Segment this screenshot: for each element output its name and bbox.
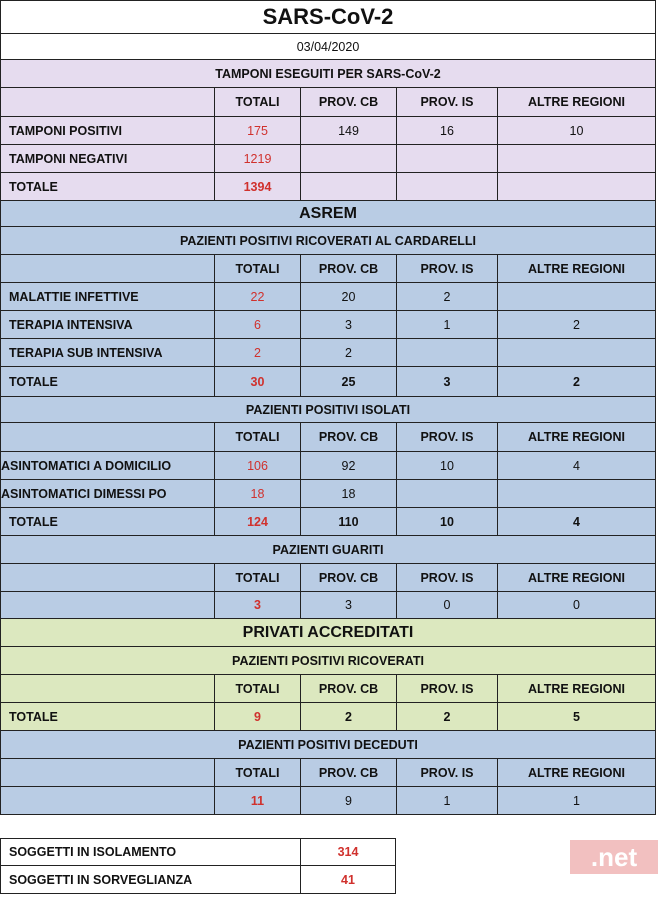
table-row xyxy=(0,367,656,397)
value-prov-cb: 149 xyxy=(301,117,397,144)
value-altre-regioni: 4 xyxy=(573,458,580,473)
value-totali: 124 xyxy=(215,508,301,535)
table-row xyxy=(0,117,656,145)
col-altre-regioni: ALTRE REGIONI xyxy=(528,570,625,585)
col-altre-regioni: ALTRE REGIONI xyxy=(528,765,625,780)
value-prov-cb: 2 xyxy=(301,703,397,730)
empty-label-cell xyxy=(1,675,215,702)
section-title: ASREM xyxy=(299,204,357,222)
empty-label-cell xyxy=(1,423,215,451)
value-prov-cb: 18 xyxy=(301,480,397,507)
value-prov-cb: 9 xyxy=(301,787,397,814)
row-value: 314 xyxy=(337,845,359,859)
row-label: ASINTOMATICI DIMESSI PO xyxy=(1,480,215,507)
subsection-title: PAZIENTI POSITIVI DECEDUTI xyxy=(238,737,418,752)
row-label: ASINTOMATICI A DOMICILIO xyxy=(1,452,215,479)
ricoverati-header-row xyxy=(0,255,656,283)
subsection-title: PAZIENTI POSITIVI RICOVERATI AL CARDARELLI xyxy=(179,233,477,248)
empty-label-cell xyxy=(1,564,215,591)
row-label: TAMPONI NEGATIVI xyxy=(1,145,215,172)
report-date: 03/04/2020 xyxy=(296,39,360,54)
privati-header-row xyxy=(0,675,656,703)
value-altre-regioni xyxy=(498,283,655,310)
value-totali: 106 xyxy=(215,452,301,479)
table-row xyxy=(0,703,656,731)
value-totali: 18 xyxy=(215,480,301,507)
page-title: SARS-CoV-2 xyxy=(262,4,394,29)
deceduti-title-row xyxy=(0,731,656,759)
value-totali: 1219 xyxy=(215,145,301,172)
table-row xyxy=(0,145,656,173)
value-altre-regioni: 10 xyxy=(569,123,584,138)
value-totali: 1394 xyxy=(215,173,301,200)
watermark-logo: .net xyxy=(570,840,658,874)
value-altre-regioni: 1 xyxy=(573,793,580,808)
value-altre-regioni: 4 xyxy=(573,514,580,529)
value-prov-is: 10 xyxy=(397,508,498,535)
value-prov-cb xyxy=(301,173,397,200)
value-prov-cb: 110 xyxy=(301,508,397,535)
value-totali: 3 xyxy=(215,592,301,618)
col-altre-regioni: ALTRE REGIONI xyxy=(528,681,625,696)
col-prov-cb: PROV. CB xyxy=(301,255,397,282)
row-label: SOGGETTI IN ISOLAMENTO xyxy=(1,839,301,865)
col-totali: TOTALI xyxy=(215,255,301,282)
row-label: TERAPIA INTENSIVA xyxy=(1,311,215,338)
value-prov-cb: 3 xyxy=(301,592,397,618)
value-totali: 22 xyxy=(215,283,301,310)
subsection-title: PAZIENTI POSITIVI ISOLATI xyxy=(245,402,411,417)
row-label: TOTALE xyxy=(1,173,215,200)
value-altre-regioni xyxy=(498,145,655,172)
row-label: SOGGETTI IN SORVEGLIANZA xyxy=(1,866,301,893)
empty-label-cell xyxy=(1,88,215,116)
col-prov-is: PROV. IS xyxy=(397,423,498,451)
table-row xyxy=(0,173,656,201)
table-row xyxy=(0,339,656,367)
col-totali: TOTALI xyxy=(215,564,301,591)
value-prov-is: 1 xyxy=(397,787,498,814)
value-prov-cb: 3 xyxy=(301,311,397,338)
value-totali: 30 xyxy=(215,367,301,396)
summary-table xyxy=(0,838,396,894)
asrem-title-row xyxy=(0,201,656,227)
value-prov-is xyxy=(397,173,498,200)
value-prov-is: 0 xyxy=(397,592,498,618)
isolati-header-row xyxy=(0,423,656,452)
value-totali: 9 xyxy=(215,703,301,730)
col-prov-is: PROV. IS xyxy=(397,255,498,282)
col-totali: TOTALI xyxy=(215,88,301,116)
table-row xyxy=(0,452,656,480)
value-prov-is: 3 xyxy=(397,367,498,396)
table-row xyxy=(0,592,656,619)
tamponi-title-row xyxy=(0,60,656,88)
table-row xyxy=(0,787,656,815)
col-totali: TOTALI xyxy=(215,759,301,786)
value-totali: 6 xyxy=(215,311,301,338)
table-row xyxy=(0,283,656,311)
deceduti-header-row xyxy=(0,759,656,787)
row-label xyxy=(1,787,215,814)
value-totali: 11 xyxy=(215,787,301,814)
row-label: TAMPONI POSITIVI xyxy=(1,117,215,144)
table-row xyxy=(0,866,396,894)
col-totali: TOTALI xyxy=(215,423,301,451)
value-totali: 2 xyxy=(215,339,301,366)
tamponi-header-row xyxy=(0,88,656,117)
col-totali: TOTALI xyxy=(215,675,301,702)
value-prov-is xyxy=(397,145,498,172)
title-row xyxy=(0,0,656,34)
col-prov-is: PROV. IS xyxy=(397,88,498,116)
privati-title-row xyxy=(0,619,656,647)
row-label: TOTALE xyxy=(1,703,215,730)
table-row xyxy=(0,838,396,866)
col-prov-is: PROV. IS xyxy=(397,759,498,786)
value-altre-regioni xyxy=(498,480,655,507)
row-label: TOTALE xyxy=(1,367,215,396)
col-prov-cb: PROV. CB xyxy=(301,564,397,591)
value-prov-is: 2 xyxy=(397,703,498,730)
guariti-header-row xyxy=(0,564,656,592)
subsection-title: PAZIENTI POSITIVI RICOVERATI xyxy=(232,653,424,668)
value-altre-regioni: 5 xyxy=(573,709,580,724)
guariti-title-row xyxy=(0,536,656,564)
value-prov-cb: 25 xyxy=(301,367,397,396)
col-prov-cb: PROV. CB xyxy=(301,423,397,451)
row-label: MALATTIE INFETTIVE xyxy=(1,283,215,310)
col-prov-cb: PROV. CB xyxy=(301,675,397,702)
table-row xyxy=(0,508,656,536)
col-altre-regioni: ALTRE REGIONI xyxy=(528,430,625,444)
value-prov-is: 16 xyxy=(397,117,498,144)
value-prov-is: 2 xyxy=(397,283,498,310)
ricoverati-title-row xyxy=(0,227,656,255)
value-altre-regioni: 2 xyxy=(573,317,580,332)
value-totali: 175 xyxy=(215,117,301,144)
value-altre-regioni: 2 xyxy=(573,374,580,389)
value-altre-regioni: 0 xyxy=(573,598,580,612)
row-value: 41 xyxy=(341,872,355,887)
table-row xyxy=(0,480,656,508)
value-prov-cb: 20 xyxy=(301,283,397,310)
date-row xyxy=(0,34,656,60)
value-prov-is: 1 xyxy=(397,311,498,338)
value-prov-is xyxy=(397,339,498,366)
col-altre-regioni: ALTRE REGIONI xyxy=(528,261,625,276)
row-label: TERAPIA SUB INTENSIVA xyxy=(1,339,215,366)
col-altre-regioni: ALTRE REGIONI xyxy=(528,95,625,109)
col-prov-cb: PROV. CB xyxy=(301,759,397,786)
empty-label-cell xyxy=(1,759,215,786)
value-altre-regioni xyxy=(498,339,655,366)
row-label: TOTALE xyxy=(1,508,215,535)
value-prov-is: 10 xyxy=(397,452,498,479)
value-prov-is xyxy=(397,480,498,507)
table-row xyxy=(0,311,656,339)
value-prov-cb xyxy=(301,145,397,172)
section-title: PRIVATI ACCREDITATI xyxy=(242,623,414,641)
value-altre-regioni xyxy=(498,173,655,200)
col-prov-cb: PROV. CB xyxy=(301,88,397,116)
empty-label-cell xyxy=(1,255,215,282)
privati-ricoverati-title-row xyxy=(0,647,656,675)
col-prov-is: PROV. IS xyxy=(397,675,498,702)
col-prov-is: PROV. IS xyxy=(397,564,498,591)
value-prov-cb: 2 xyxy=(301,339,397,366)
isolati-title-row xyxy=(0,397,656,423)
value-prov-cb: 92 xyxy=(301,452,397,479)
section-title: TAMPONI ESEGUITI PER SARS-CoV-2 xyxy=(215,66,441,81)
row-label xyxy=(1,592,215,618)
subsection-title: PAZIENTI GUARITI xyxy=(272,542,384,557)
